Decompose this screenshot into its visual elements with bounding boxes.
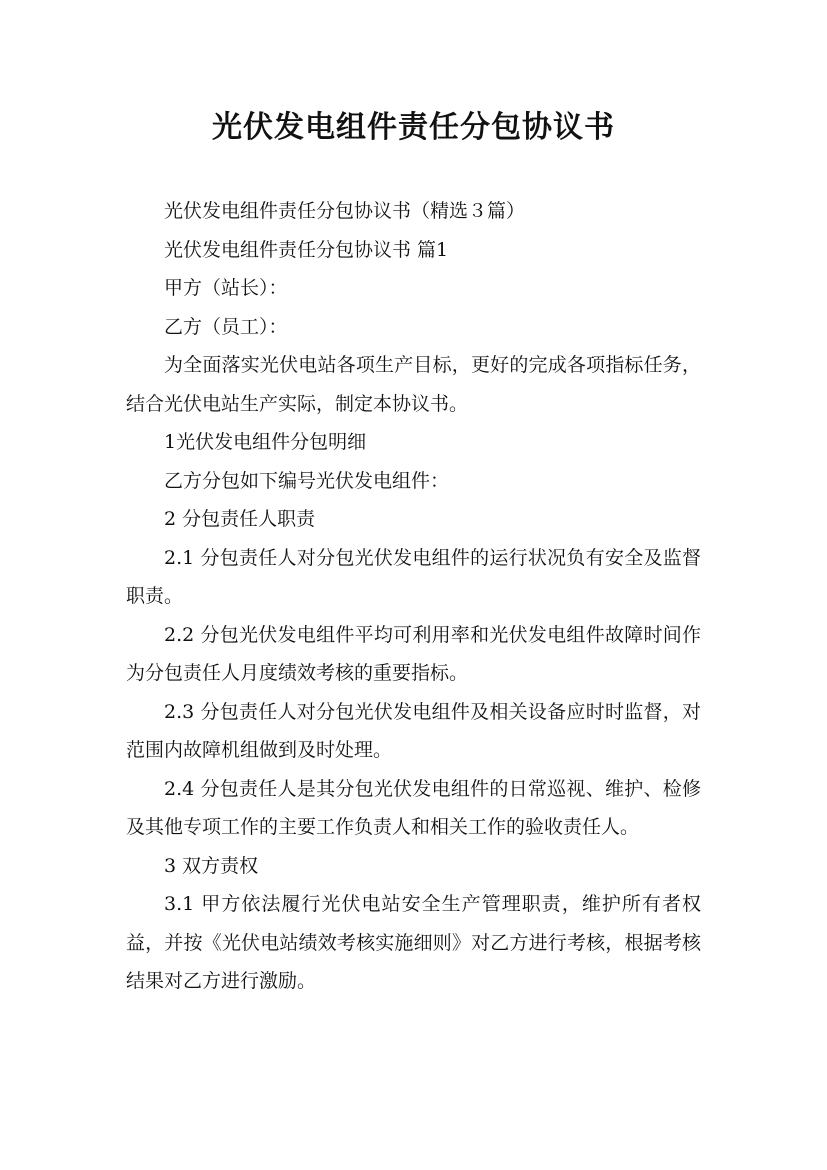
paragraph-clause-3-1: 3.1 甲方依法履行光伏电站安全生产管理职责，维护所有者权益，并按《光伏电站绩效考核实施细则》对乙方进行考核，根据考核结果对乙方进行激励。 <box>126 893 701 992</box>
paragraph-clause-2: 2 分包责任人职责 <box>164 508 316 530</box>
paragraph-purpose: 为全面落实光伏电站各项生产目标，更好的完成各项指标任务，结合光伏电站生产实际，制定本协议书。 <box>126 354 701 415</box>
paragraph-clause-3: 3 双方责权 <box>164 854 259 877</box>
paragraph-party-a: 甲方（站长）： <box>164 277 288 299</box>
paragraph-section-heading: 光伏发电组件责任分包协议书 篇1 <box>164 238 449 261</box>
paragraph-clause-1-body: 乙方分包如下编号光伏发电组件： <box>164 469 450 492</box>
paragraph-subtitle: 光伏发电组件责任分包协议书（精选３篇） <box>164 200 526 222</box>
document-title: 光伏发电组件责任分包协议书 <box>212 110 615 145</box>
paragraph-clause-1: 1光伏发电组件分包明细 <box>164 431 367 453</box>
paragraph-clause-2-4: 2.4 分包责任人是其分包光伏发电组件的日常巡视、维护、检修及其他专项工作的主要工作负责人和相关工作的验收责任人。 <box>126 777 701 838</box>
paragraph-clause-2-1: 2.1 分包责任人对分包光伏发电组件的运行状况负有安全及监督职责。 <box>126 546 701 607</box>
document-body <box>126 192 701 1001</box>
paragraph-clause-2-2: 2.2 分包光伏发电组件平均可利用率和光伏发电组件故障时间作为分包责任人月度绩效考核的重要指标。 <box>126 623 701 684</box>
paragraph-party-b: 乙方（员工）： <box>164 315 288 338</box>
paragraph-clause-2-3: 2.3 分包责任人对分包光伏发电组件及相关设备应时时监督，对范围内故障机组做到及时处理。 <box>126 700 701 761</box>
